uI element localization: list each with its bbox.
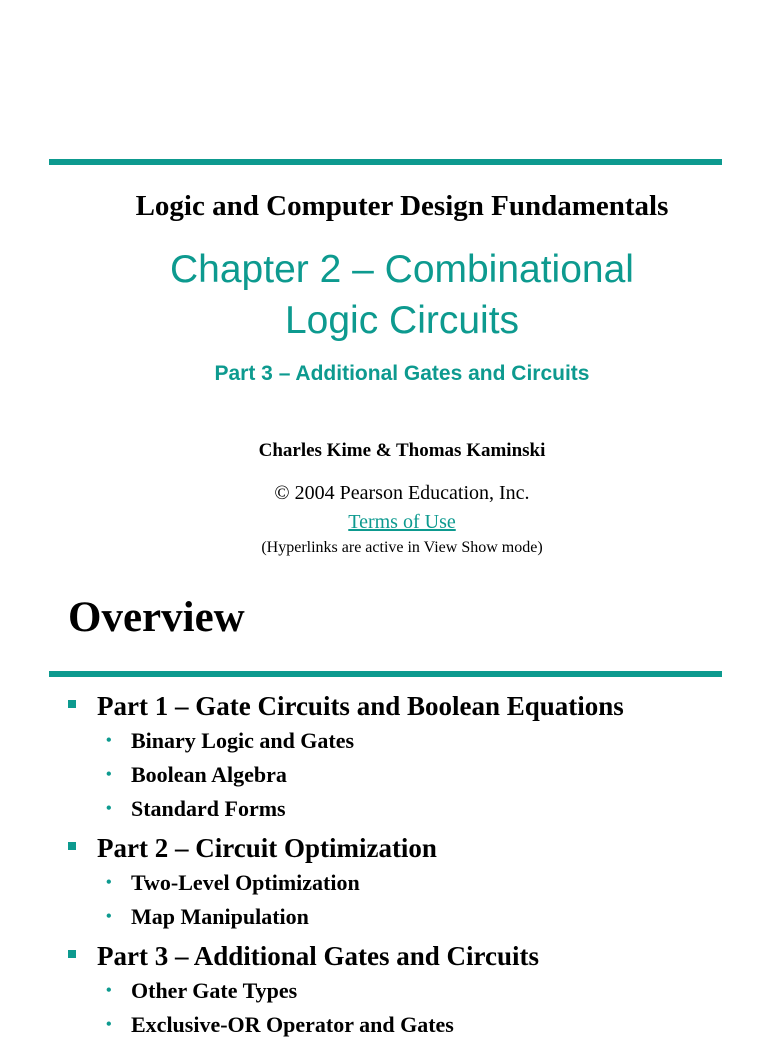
dot-bullet-icon: • xyxy=(106,1016,112,1033)
overview-outline xyxy=(68,688,758,1046)
sub-item xyxy=(106,724,758,758)
sub-item xyxy=(106,900,758,934)
sub-item xyxy=(106,866,758,900)
sub-item-label: Other Gate Types xyxy=(131,978,298,1003)
square-bullet-icon xyxy=(68,950,76,958)
top-divider xyxy=(49,159,722,165)
outline-part-1 xyxy=(68,688,758,826)
sub-item-label: Boolean Algebra xyxy=(131,762,287,787)
sub-item-label: Two-Level Optimization xyxy=(131,870,360,895)
part-subtitle: Part 3 – Additional Gates and Circuits xyxy=(214,362,590,385)
sub-list xyxy=(68,974,758,1042)
dot-bullet-icon: • xyxy=(106,908,112,925)
chapter-title-line-2: Logic Circuits xyxy=(284,299,520,342)
terms-of-use-container xyxy=(0,511,768,534)
chapter-title-line-1: Chapter 2 – Combinational xyxy=(170,248,634,291)
sub-item-label: Standard Forms xyxy=(131,796,286,821)
hyperlinks-note: (Hyperlinks are active in View Show mode) xyxy=(261,539,543,556)
chapter-title xyxy=(0,244,768,346)
terms-of-use-link[interactable]: Terms of Use xyxy=(348,511,456,533)
square-bullet-icon xyxy=(68,700,76,708)
authors: Charles Kime & Thomas Kaminski xyxy=(258,440,546,461)
sub-item-label: Binary Logic and Gates xyxy=(131,728,355,753)
outline-part-2 xyxy=(68,830,758,934)
book-title: Logic and Computer Design Fundamentals xyxy=(135,190,669,222)
sub-item-label: Exclusive-OR Operator and Gates xyxy=(131,1012,454,1037)
dot-bullet-icon: • xyxy=(106,982,112,999)
dot-bullet-icon: • xyxy=(106,874,112,891)
overview-divider xyxy=(49,671,722,677)
part-label: Part 3 – Additional Gates and Circuits xyxy=(97,941,540,971)
sub-item xyxy=(106,1008,758,1042)
sub-list xyxy=(68,866,758,934)
sub-list xyxy=(68,724,758,826)
square-bullet-icon xyxy=(68,842,76,850)
dot-bullet-icon: • xyxy=(106,800,112,817)
overview-title: Overview xyxy=(68,594,245,641)
copyright-notice: © 2004 Pearson Education, Inc. xyxy=(274,482,530,504)
sub-item xyxy=(106,792,758,826)
part-label: Part 2 – Circuit Optimization xyxy=(97,833,437,863)
dot-bullet-icon: • xyxy=(106,766,112,783)
sub-item xyxy=(106,758,758,792)
sub-item-label: Map Manipulation xyxy=(131,904,309,929)
part-label: Part 1 – Gate Circuits and Boolean Equations xyxy=(97,691,624,721)
dot-bullet-icon: • xyxy=(106,732,112,749)
outline-part-3 xyxy=(68,938,758,1042)
sub-item xyxy=(106,974,758,1008)
